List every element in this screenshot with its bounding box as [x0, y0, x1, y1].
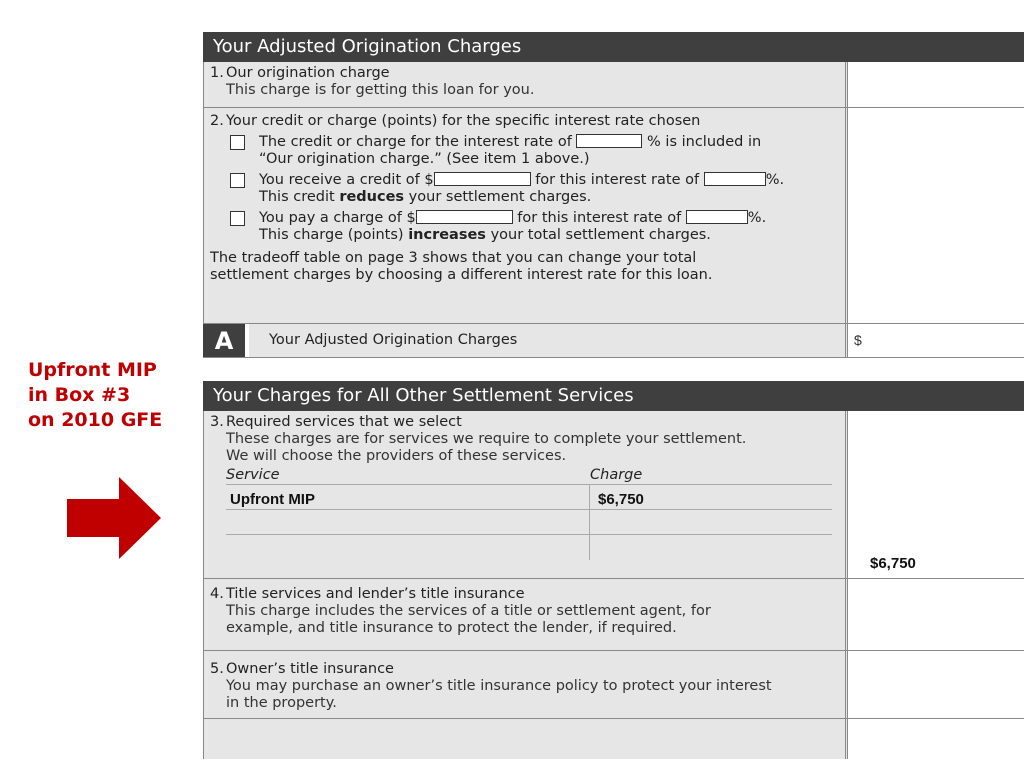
callout-line-2: in Box #3 — [28, 384, 131, 406]
opt3-text-increases: increases — [408, 227, 486, 243]
charge-cell[interactable]: $6,750 — [598, 491, 644, 508]
services-table-header — [226, 467, 832, 485]
rate-input-1[interactable] — [576, 134, 642, 148]
checkbox-included[interactable] — [230, 135, 245, 150]
opt2-text-f: your settlement charges. — [408, 189, 592, 205]
item-1-row — [203, 62, 1024, 108]
opt2-text-reduces: reduces — [339, 189, 405, 205]
opt2-text-d: This credit — [259, 189, 335, 205]
credit-amount-input[interactable] — [434, 172, 531, 186]
option-credit-included — [210, 134, 839, 168]
option-pay-charge — [210, 210, 839, 244]
opt3-text-a: You pay a charge of $ — [259, 210, 416, 226]
services-table — [226, 467, 832, 560]
checkbox-charge[interactable] — [230, 211, 245, 226]
tradeoff-note — [210, 250, 839, 284]
item-number: 5. — [210, 661, 224, 677]
opt2-text-b: for this interest rate of — [535, 172, 700, 188]
item-number: 1. — [210, 65, 224, 81]
item-title: Title services and lender’s title insurance — [226, 586, 525, 602]
item-desc: This charge is for getting this loan for you. — [226, 82, 535, 98]
item-1-amount-field[interactable] — [848, 62, 1024, 107]
checkbox-credit[interactable] — [230, 173, 245, 188]
total-letter: A — [203, 324, 245, 357]
opt3-text-b: for this interest rate of — [517, 210, 682, 226]
opt3-text-d: This charge (points) — [259, 227, 404, 243]
next-row-amount-field[interactable] — [848, 719, 1024, 759]
opt2-text-c: %. — [765, 172, 785, 188]
mip-callout — [28, 358, 198, 433]
item-title: Required services that we select — [226, 414, 462, 430]
opt3-text-c: %. — [747, 210, 767, 226]
item-3-total: $6,750 — [870, 555, 916, 572]
option-receive-credit — [210, 172, 839, 206]
opt2-text-a: You receive a credit of $ — [259, 172, 434, 188]
item-number: 4. — [210, 586, 224, 602]
rate-input-3[interactable] — [686, 210, 748, 224]
item-number: 2. — [210, 113, 224, 129]
item-2-description — [203, 108, 848, 323]
callout-line-3: on 2010 GFE — [28, 409, 163, 431]
table-row — [226, 535, 832, 560]
col-charge: Charge — [590, 467, 643, 483]
charge-amount-input[interactable] — [416, 210, 513, 224]
charge-cell[interactable] — [590, 535, 832, 560]
table-row — [226, 510, 832, 535]
opt1-text-a: The credit or charge for the interest rate of — [259, 134, 572, 150]
item-title: Owner’s title insurance — [226, 661, 394, 677]
item-desc-line-1: These charges are for services we require to complete your settlement. — [226, 431, 747, 447]
total-a-amount-field[interactable]: $ — [854, 332, 862, 348]
note-line-2: settlement charges by choosing a different interest rate for this loan. — [210, 267, 713, 283]
item-desc-line-1: You may purchase an owner’s title insurance policy to protect your interest — [226, 678, 772, 694]
next-row-partial — [203, 719, 1024, 759]
rate-input-2[interactable] — [704, 172, 766, 186]
table-row — [226, 485, 832, 510]
service-cell[interactable] — [226, 510, 590, 534]
item-desc-line-2: We will choose the providers of these services. — [226, 448, 567, 464]
item-5-amount-field[interactable] — [848, 651, 1024, 718]
item-3-amount-field[interactable] — [848, 411, 1024, 578]
total-a-row — [203, 324, 1024, 358]
opt1-text-b: % is included in — [647, 134, 762, 150]
item-title: Your credit or charge (points) for the specific interest rate chosen — [226, 113, 701, 129]
section-header-origination: Your Adjusted Origination Charges — [203, 32, 1024, 62]
callout-line-1: Upfront MIP — [28, 359, 157, 381]
item-3-description — [203, 411, 848, 578]
item-desc-line-2: example, and title insurance to protect the lender, if required. — [226, 620, 677, 636]
item-5-row — [203, 651, 1024, 719]
item-5-description — [203, 651, 848, 718]
item-number: 3. — [210, 414, 224, 430]
service-cell[interactable]: Upfront MIP — [226, 485, 590, 509]
item-3-row — [203, 411, 1024, 579]
item-1-description — [203, 62, 848, 107]
item-desc-line-1: This charge includes the services of a title or settlement agent, for — [226, 603, 711, 619]
charge-cell[interactable] — [590, 510, 832, 534]
gfe-form — [203, 32, 1024, 759]
section-header-other-services: Your Charges for All Other Settlement Services — [203, 381, 1024, 411]
right-arrow-icon — [67, 477, 161, 559]
next-row-description — [203, 719, 848, 759]
total-a-label: Your Adjusted Origination Charges — [245, 324, 848, 357]
item-title: Our origination charge — [226, 65, 390, 81]
item-2-row — [203, 108, 1024, 324]
service-cell[interactable] — [226, 535, 590, 560]
col-service: Service — [226, 467, 280, 483]
item-desc-line-2: in the property. — [226, 695, 337, 711]
note-line-1: The tradeoff table on page 3 shows that you can change your total — [210, 250, 697, 266]
opt1-text-c: “Our origination charge.” (See item 1 above.) — [259, 151, 590, 167]
item-4-description — [203, 579, 848, 650]
opt3-text-f: your total settlement charges. — [490, 227, 711, 243]
item-2-amount-field[interactable] — [848, 108, 1024, 323]
item-4-amount-field[interactable] — [848, 579, 1024, 650]
item-4-row — [203, 579, 1024, 651]
